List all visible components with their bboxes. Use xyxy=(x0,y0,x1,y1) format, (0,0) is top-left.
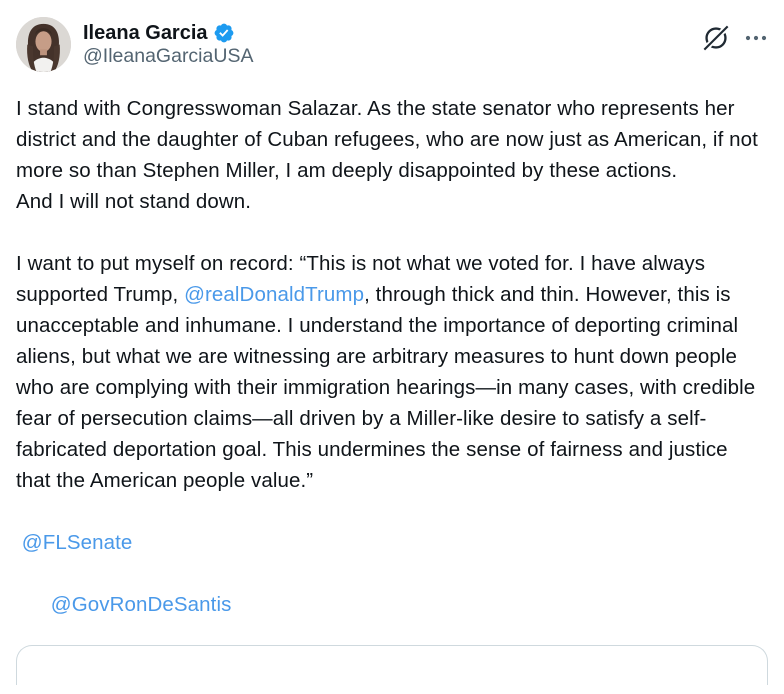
author-info xyxy=(83,17,253,69)
tweet-paragraph-1 xyxy=(16,93,768,217)
woman-portrait-icon xyxy=(16,17,71,72)
mention-link-govrondesantis[interactable]: @GovRonDeSantis xyxy=(50,593,232,616)
tweet-body xyxy=(16,93,768,620)
author-avatar[interactable] xyxy=(16,17,71,72)
ellipsis-icon xyxy=(744,26,768,50)
author-handle[interactable]: @IleanaGarciaUSA xyxy=(83,45,254,67)
author-name[interactable]: Ileana Garcia xyxy=(83,22,208,44)
grok-slashed-circle-icon xyxy=(702,24,730,52)
mention-link-flsenate[interactable]: @FLSenate xyxy=(21,531,133,554)
mention-link-realdonaldtrump[interactable]: @realDonaldTrump xyxy=(184,283,365,306)
quoted-card-cutoff[interactable] xyxy=(16,645,768,685)
tweet-text: , through thick and thin. However, this is unacceptable and inhumane. I understand the importance of deporting criminal aliens, but what we are witnessing are arbitrary measures to hunt down people who are complying with their immigration hearings—in many cases, with credible fear of persecution claims—all driven by a Miller-like desire to satisfy a self-fabricated deportation goal. This undermines the sense of fairness and justice that the American people value.” xyxy=(16,283,756,492)
header-actions xyxy=(702,17,768,52)
tweet-header xyxy=(16,17,768,72)
grok-actions-button[interactable] xyxy=(702,24,730,52)
tweet-text: And I will not stand down. xyxy=(16,190,252,213)
author-name-row xyxy=(83,22,253,44)
verified-badge-icon[interactable] xyxy=(213,22,235,44)
tweet-text: I want to put myself on record: “This is not what we voted for. I have always supported Trump, xyxy=(16,252,706,306)
more-options-button[interactable] xyxy=(744,26,768,50)
tweet-paragraph-mentions xyxy=(16,527,768,620)
tweet-text: I stand with Congresswoman Salazar. As the state senator who represents her district and the daughter of Cuban refugees, who are now just as American, if not more so than Stephen Miller, I am deeply disappointed by these actions. xyxy=(16,97,758,182)
tweet-paragraph-2 xyxy=(16,248,768,496)
